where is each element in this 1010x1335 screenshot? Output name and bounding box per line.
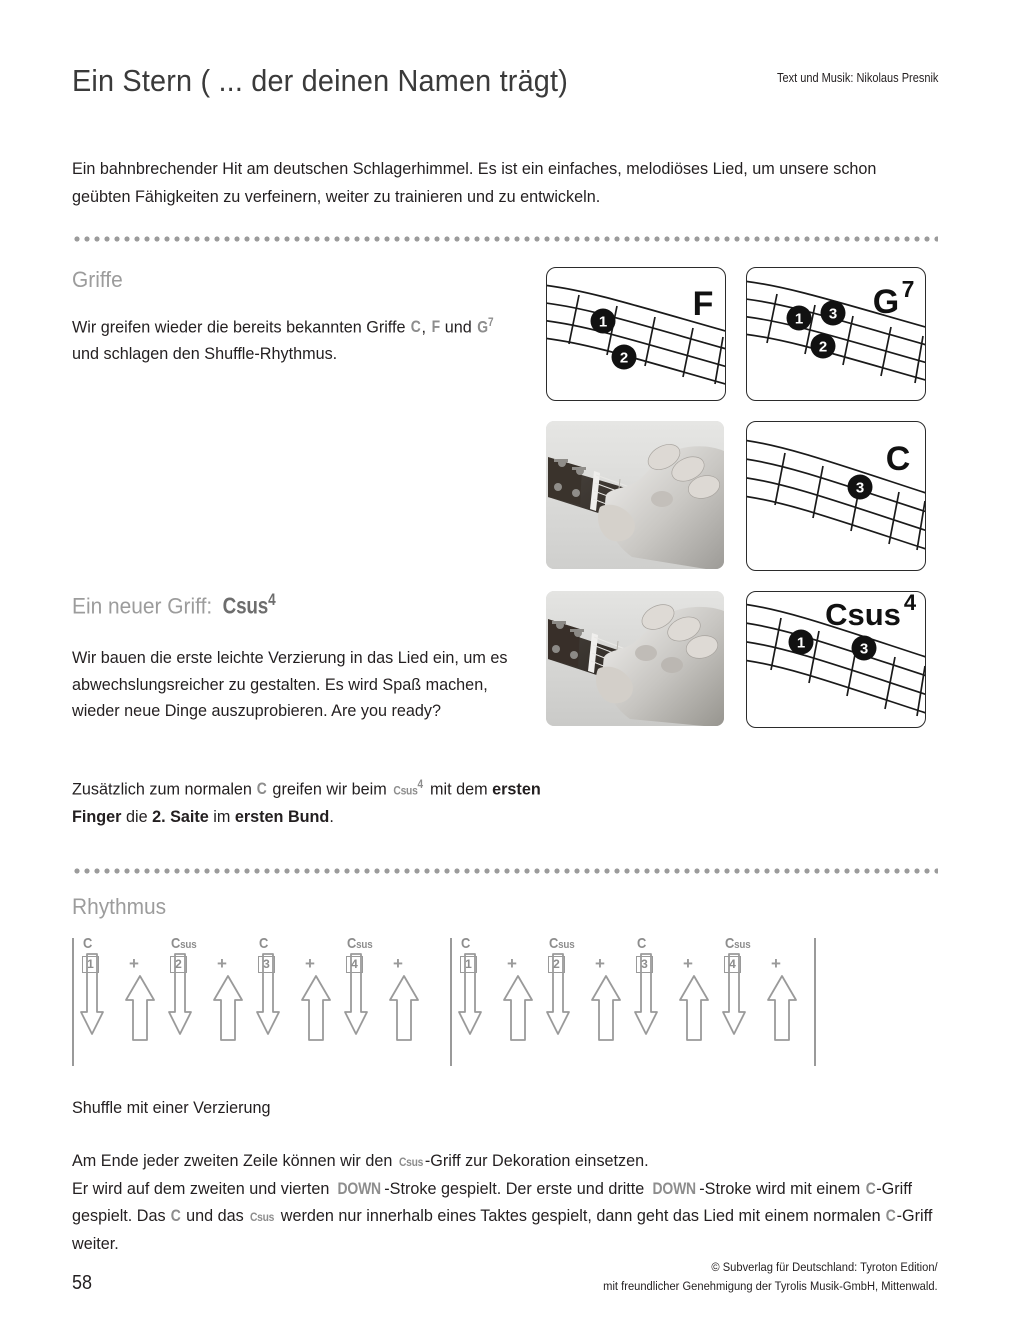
rhythm-beat: [256, 935, 302, 1066]
svg-text:2: 2: [619, 349, 629, 367]
svg-text:3: 3: [855, 479, 865, 497]
svg-text:1: 1: [598, 313, 608, 331]
chord-diagram-g7: [746, 267, 926, 401]
down-stroke-arrow: [168, 938, 198, 1042]
down-stroke-arrow: [256, 938, 286, 1042]
griffe-sep-1: ,: [421, 318, 431, 337]
rhythm-beat: [168, 935, 214, 1066]
rhythm-beat: [766, 938, 812, 1066]
chord-diagram-c: [746, 421, 926, 571]
offbeat-plus: +: [217, 954, 227, 973]
measure-barline: [72, 938, 74, 1066]
page-title: Ein Stern ( ... der deinen Namen trägt): [72, 63, 569, 98]
neuer-griff-heading-chord: [222, 590, 275, 620]
chord-g7-superscript: 7: [901, 276, 915, 302]
rhythm-beat: [344, 935, 390, 1066]
rhythm-chord-label: C: [637, 935, 647, 952]
chord-diagram-csus4-svg: [747, 592, 925, 727]
chord-diagram-csus4: [746, 591, 926, 728]
section-heading-neuer-griff: [72, 590, 279, 620]
griffe-paragraph: [72, 310, 524, 367]
zusatz-text-1: Zusätzlich zum normalen: [72, 780, 257, 799]
zusatz-bold-saite: 2. Saite: [152, 807, 209, 826]
intro-paragraph: Ein bahnbrechender Hit am deutschen Schlagerhimmel. Es ist ein einfaches, melodiöses Lied, um unsere schon geübten Fähigkeiten zu verfeinern, weiter zu trainieren und zu entwickeln.: [72, 160, 877, 206]
note-text-6: -Griff gespielt. Das: [72, 1180, 912, 1225]
note-down-b: DOWN: [652, 1180, 696, 1198]
chord-c-finger-dots: [848, 475, 873, 500]
offbeat-plus: +: [771, 954, 781, 973]
rhythm-beat: [590, 938, 636, 1066]
rhythm-beat: [546, 935, 592, 1066]
griffe-text-before: Wir greifen wieder die bereits bekannten Griffe: [72, 318, 411, 337]
chord-g-superscript: 7: [488, 316, 494, 329]
zusatz-bold-bund: ersten Bund: [234, 807, 330, 826]
down-stroke-arrow: [458, 938, 488, 1042]
down-stroke-arrow: [80, 938, 110, 1042]
rhythm-beat: [502, 938, 548, 1066]
rhythm-beat: [678, 938, 724, 1066]
chord-token-g7: [478, 310, 494, 341]
rhythm-chord-label: C: [259, 935, 269, 952]
offbeat-plus: +: [129, 954, 139, 973]
note-chord-c-c: C: [885, 1207, 896, 1225]
heading-chord-sup: 4: [267, 590, 276, 609]
chord-token-f: F: [431, 318, 440, 337]
down-stroke: [168, 938, 198, 1047]
beat-number: 1: [82, 956, 99, 973]
zusatz-text-2: greifen wir beim: [267, 780, 392, 799]
beat-number: 2: [548, 956, 565, 973]
page-number: 58: [72, 1272, 93, 1294]
measure-barline: [814, 938, 816, 1066]
down-stroke: [634, 938, 664, 1047]
down-stroke: [458, 938, 488, 1047]
zusatz-text-4: die: [121, 807, 153, 826]
copyright-line-2: mit freundlicher Genehmigung der Tyrolis Musik-GmbH, Mittenwald.: [603, 1279, 938, 1293]
rhythm-beat: [212, 938, 258, 1066]
rhythm-chord-label: Csus: [725, 935, 751, 952]
photo-hand-c-chord-svg: [546, 421, 724, 569]
note-text-2: -Griff zur Dekoration einsetzen.: [424, 1152, 649, 1170]
chord-csus4-superscript: 4: [903, 592, 917, 615]
griffe-sep-2: und: [440, 318, 477, 337]
note-text-3: Er wird auf dem zweiten und vierten: [72, 1180, 334, 1198]
note-chord-csus-b: Csus: [250, 1210, 275, 1224]
photo-hand-csus4-chord: [546, 591, 724, 726]
chord-csus4-label: Csus: [825, 597, 901, 632]
beat-number: 3: [258, 956, 275, 973]
chord-diagram-f: [546, 267, 726, 401]
chord-c-label: C: [885, 440, 911, 478]
chord-g7-finger-dots: [787, 301, 846, 359]
beat-number: 2: [170, 956, 187, 973]
divider-top: [72, 236, 938, 242]
neuer-griff-heading-prefix: Ein neuer Griff:: [72, 593, 218, 619]
neuer-griff-paragraph: Wir bauen die erste leichte Verzierung in das Lied ein, um es abwechslungsreicher zu gestalten. Es wird Spaß machen, wieder neue Dinge auszuprobieren. Are you ready?: [72, 649, 508, 720]
credit-line: Text und Musik: Nikolaus Presnik: [776, 71, 938, 85]
svg-text:3: 3: [859, 640, 869, 658]
zusatz-text-6: .: [329, 807, 334, 826]
rhythm-chord-label: Csus: [347, 935, 373, 952]
offbeat-plus: +: [393, 954, 403, 973]
zusatz-text-3: mit dem: [425, 780, 493, 799]
svg-text:2: 2: [818, 338, 828, 356]
beat-number: 4: [724, 956, 741, 973]
down-stroke: [256, 938, 286, 1047]
down-stroke-arrow: [634, 938, 664, 1042]
rhythm-chord-label: C: [461, 935, 471, 952]
note-text-9: -Griff weiter.: [72, 1207, 933, 1253]
down-stroke-arrow: [722, 938, 752, 1042]
chord-g-letter: G: [477, 318, 489, 337]
rhythm-beat: [124, 938, 170, 1066]
offbeat-plus: +: [305, 954, 315, 973]
divider-bottom: [72, 868, 938, 874]
offbeat-plus: +: [595, 954, 605, 973]
rhythm-caption: Shuffle mit einer Verzierung: [72, 1099, 271, 1117]
beat-number: 3: [636, 956, 653, 973]
copyright-line-1: © Subverlag für Deutschland: Tyroton Edition/: [711, 1260, 938, 1274]
zusatz-csus-letters: Csus: [393, 783, 418, 798]
down-stroke: [722, 938, 752, 1047]
griffe-text-after: und schlagen den Shuffle-Rhythmus.: [72, 344, 338, 363]
offbeat-plus: +: [507, 954, 517, 973]
note-text-4: -Stroke gespielt. Der erste und dritte: [384, 1180, 649, 1198]
note-text-7: und das: [181, 1207, 249, 1225]
rhythm-beat: [634, 935, 680, 1066]
rhythm-beat: [300, 938, 346, 1066]
note-chord-c-b: C: [170, 1207, 181, 1225]
zusatz-csus-sup: 4: [417, 778, 424, 791]
down-stroke: [344, 938, 374, 1047]
down-stroke: [546, 938, 576, 1047]
offbeat-plus: +: [683, 954, 693, 973]
rhythm-chord-label: C: [83, 935, 93, 952]
section-heading-griffe: Griffe: [72, 267, 123, 292]
chord-diagram-c-svg: [747, 422, 925, 570]
chord-f-label: F: [692, 285, 714, 323]
chord-diagram-f-svg: [547, 268, 725, 400]
note-text-1: Am Ende jeder zweiten Zeile können wir den: [72, 1152, 397, 1170]
zusatz-paragraph: [72, 772, 542, 830]
chord-token-csus4-zusatz: [394, 772, 424, 804]
chord-token-c-zusatz: C: [257, 780, 268, 799]
copyright-notice: [604, 1258, 938, 1296]
note-down-a: DOWN: [337, 1180, 381, 1198]
beat-number: 1: [460, 956, 477, 973]
measure-barline: [450, 938, 452, 1066]
svg-text:3: 3: [828, 305, 838, 323]
rhythm-beat: [458, 935, 504, 1066]
chord-g7-label: G: [872, 283, 900, 321]
rhythm-chord-label: Csus: [171, 935, 197, 952]
beat-number: 4: [346, 956, 363, 973]
chord-diagram-g7-svg: [747, 268, 925, 400]
rhythm-beat: [722, 935, 768, 1066]
section-heading-rhythmus: Rhythmus: [72, 894, 167, 919]
rhythm-explanation: [72, 1148, 952, 1258]
zusatz-text-5: im: [208, 807, 235, 826]
svg-text:1: 1: [794, 310, 804, 328]
note-chord-c-a: C: [865, 1180, 876, 1198]
svg-text:1: 1: [796, 634, 806, 652]
down-stroke-arrow: [344, 938, 374, 1042]
rhythm-beat: [388, 938, 434, 1066]
note-text-5: -Stroke wird mit einem: [699, 1180, 865, 1198]
down-stroke: [80, 938, 110, 1047]
note-chord-csus-a: Csus: [398, 1155, 423, 1169]
photo-hand-csus4-chord-svg: [546, 591, 724, 726]
down-stroke-arrow: [546, 938, 576, 1042]
rhythm-beat: [80, 935, 126, 1066]
note-text-8: werden nur innerhalb eines Taktes gespielt, dann geht das Lied mit einem normalen: [276, 1207, 886, 1225]
heading-chord-csus: Csus: [222, 592, 268, 619]
rhythm-notation: [72, 935, 838, 1066]
photo-hand-c-chord: [546, 421, 724, 569]
chord-token-c: C: [410, 318, 421, 337]
zusatz-bold-finger: ersten Finger: [72, 780, 541, 826]
rhythm-chord-label: Csus: [549, 935, 575, 952]
